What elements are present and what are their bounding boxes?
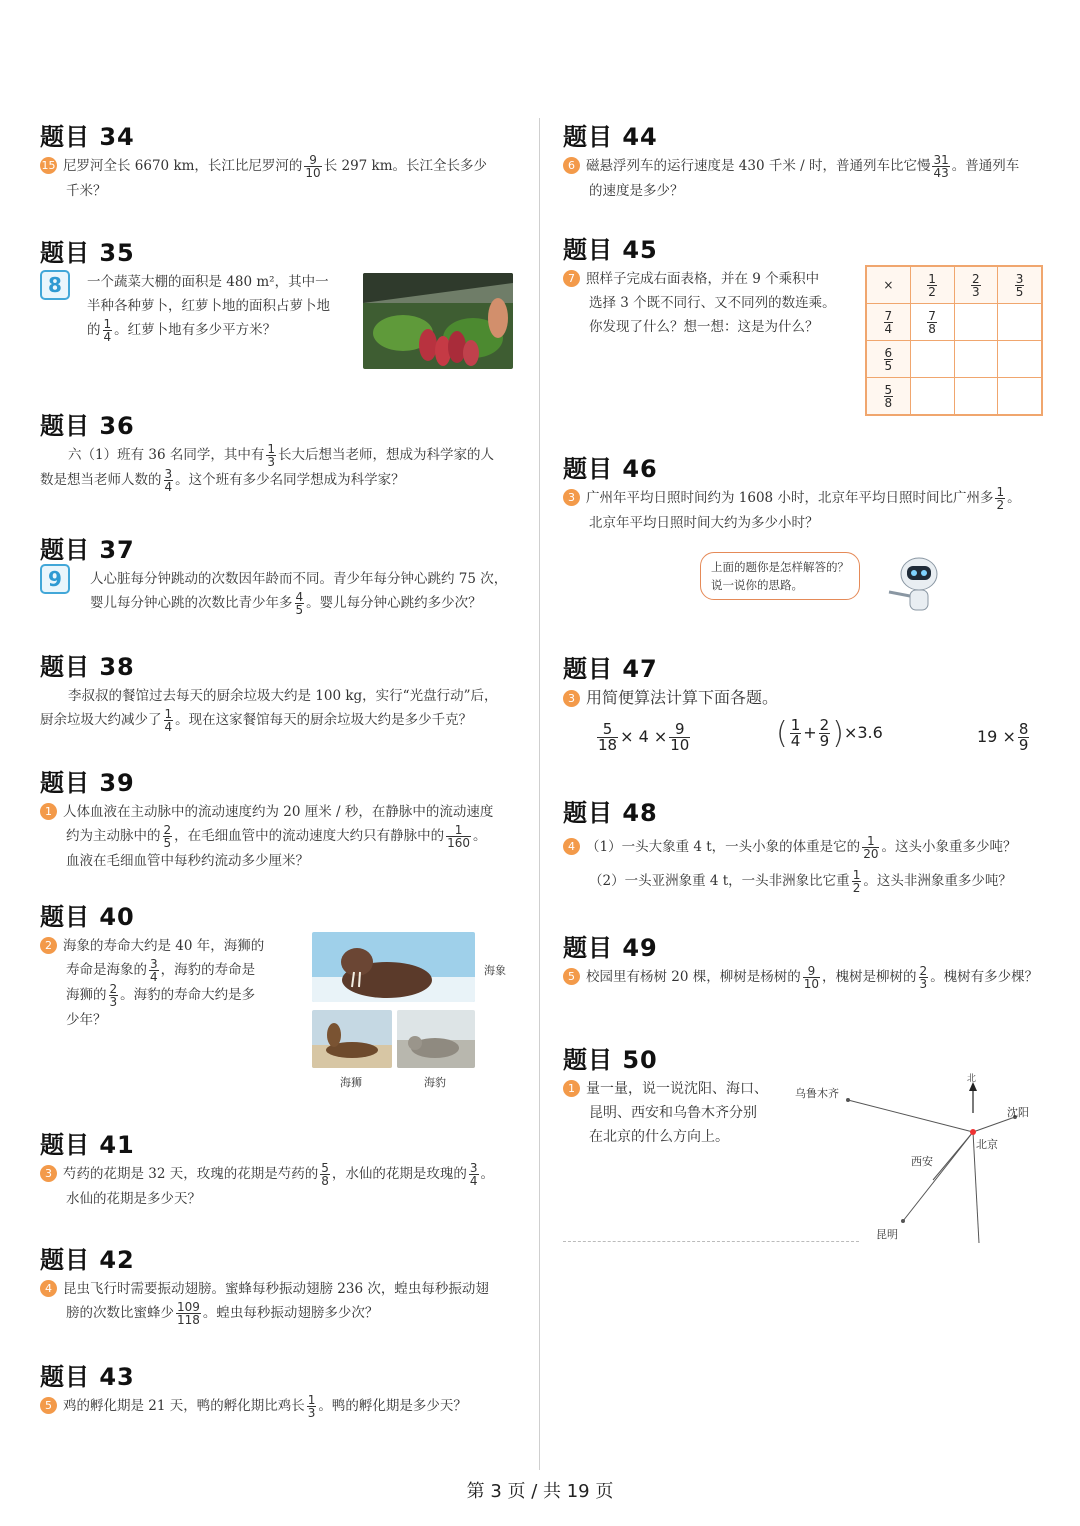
- denominator: 3: [307, 1406, 316, 1420]
- text-segment: 半种各种萝卜，红萝卜地的面积占萝卜地: [87, 298, 330, 314]
- text-segment: 。这头小象重多少吨？: [881, 839, 1017, 855]
- numerator: 3: [469, 1161, 478, 1175]
- problem-title: 题目 34: [40, 123, 135, 151]
- text-segment: 昆明、西安和乌鲁木齐分别: [589, 1105, 757, 1121]
- problem-title: 题目 49: [563, 934, 658, 962]
- beijing-label: 北京: [976, 1138, 998, 1151]
- text-segment: 在北京的什么方向上。: [589, 1129, 729, 1145]
- denominator: 5: [163, 836, 172, 850]
- expression-1: [595, 722, 692, 753]
- item-number-badge: 3: [563, 489, 580, 506]
- problem-49: [563, 933, 1043, 990]
- north-label: 北: [967, 1074, 977, 1084]
- denominator: 5: [884, 358, 893, 373]
- text-segment: ，在毛细血管中的流动速度大约只有静脉中的: [174, 828, 445, 844]
- denominator: 2: [928, 284, 936, 299]
- grid-cell[interactable]: [998, 304, 1042, 341]
- fraction: [932, 154, 949, 179]
- problem-40: [40, 902, 520, 1089]
- item-number-badge: 3: [563, 690, 580, 707]
- bubble-line: 上面的题你是怎样解答的？: [711, 560, 849, 574]
- numerator: 8: [1018, 720, 1029, 738]
- fraction: [149, 958, 159, 983]
- denominator: 4: [164, 480, 173, 494]
- xian-label: 西安: [911, 1155, 933, 1168]
- fraction: [469, 1162, 479, 1187]
- denominator: 3: [972, 284, 980, 299]
- problem-44: [563, 122, 1043, 203]
- denominator: 8: [928, 321, 936, 336]
- problem-title: 题目 37: [40, 536, 135, 564]
- text-segment: 数是想当老师人数的: [40, 472, 162, 488]
- beijing-marker: [970, 1129, 976, 1135]
- denominator: 2: [852, 881, 861, 895]
- problem-39: [40, 768, 520, 873]
- text-segment: 鸡的孵化期是 21 天，鸭的孵化期比鸡长: [63, 1398, 305, 1414]
- fraction: [109, 983, 119, 1008]
- denominator: 5: [1015, 284, 1024, 299]
- problem-text: [40, 684, 520, 733]
- problem-text: [40, 800, 520, 873]
- text-segment: 。: [1007, 490, 1021, 506]
- text-segment: 少年？: [66, 1012, 107, 1028]
- text-segment: 人心脏每分钟跳动的次数因年龄而不同。青少年每分钟心跳约 75 次，: [90, 571, 508, 587]
- line-kunming: [903, 1132, 973, 1221]
- problem-title: 题目 43: [40, 1363, 135, 1391]
- problem-43: [40, 1362, 520, 1419]
- text-segment: （1）一头大象重 4 t，一头小象的体重是它的: [586, 839, 861, 855]
- sea-lion-photo: [312, 1010, 392, 1068]
- text-segment: 芍药的花期是 32 天，玫瑰的花期是芍药的: [63, 1166, 319, 1182]
- problem-42: [40, 1245, 520, 1326]
- sea-lion-caption: 海狮: [340, 1076, 362, 1089]
- numerator: 31: [933, 153, 949, 167]
- denominator: 9: [1018, 736, 1029, 754]
- text-segment: 磁悬浮列车的运行速度是 430 千米 / 时，普通列车比它慢: [586, 158, 931, 174]
- seal-photo: [397, 1010, 475, 1068]
- problem-36: [40, 411, 520, 493]
- robot-icon: [883, 550, 943, 614]
- fraction: [669, 722, 690, 753]
- problem-title: 题目 39: [40, 769, 135, 797]
- problem-47: [563, 654, 1043, 754]
- grid-cell[interactable]: [910, 341, 954, 378]
- denominator: 160: [447, 836, 471, 850]
- item-number-badge: 1: [40, 803, 57, 820]
- grid-header-cell: [998, 266, 1042, 304]
- problem-title: 题目 40: [40, 903, 135, 931]
- fraction: [852, 869, 862, 894]
- denominator: 10: [305, 166, 321, 180]
- text-segment: 广州年平均日照时间约为 1608 小时，北京年平均日照时间比广州多: [586, 490, 994, 506]
- problem-text: [563, 267, 843, 339]
- numerator: 3: [150, 957, 158, 971]
- text-segment: 北京年平均日照时间大约为多少小时？: [589, 515, 819, 531]
- grid-header-cell: [910, 266, 954, 304]
- grid-cell-sample[interactable]: [910, 304, 954, 341]
- numerator: 9: [304, 154, 321, 167]
- numerator: 7: [928, 308, 936, 323]
- problem-text: [40, 270, 347, 343]
- line-urumqi: [848, 1100, 973, 1132]
- fraction: [295, 591, 305, 616]
- walrus-caption: 海象: [484, 964, 506, 977]
- problem-41: [40, 1130, 520, 1211]
- problem-38: [40, 652, 520, 733]
- numerator: 1: [164, 707, 173, 721]
- denominator: 8: [884, 395, 893, 410]
- problem-46: [563, 454, 1043, 592]
- problem-45: [563, 235, 1043, 410]
- text-segment: 血液在毛细血管中每秒约流动多少厘米？: [66, 853, 309, 869]
- denominator: 3: [267, 455, 275, 469]
- kunming-marker: [901, 1219, 905, 1223]
- numerator: 6: [884, 345, 893, 360]
- denominator: 8: [321, 1174, 329, 1188]
- numerator: 2: [163, 823, 172, 837]
- grid-header-cell: [954, 266, 998, 304]
- text-segment: 昆虫飞行时需要振动翅膀。蜜蜂每秒振动翅膀 236 次，蝗虫每秒振动翅: [63, 1281, 489, 1297]
- item-number-badge: 7: [563, 270, 580, 287]
- grid-cell[interactable]: [954, 304, 998, 341]
- problem-50: [563, 1045, 1043, 1241]
- fraction: [862, 835, 879, 860]
- seal-caption: 海豹: [424, 1076, 446, 1089]
- numerator: 9: [803, 965, 820, 978]
- problem-48: [563, 798, 1043, 898]
- denominator: 3: [919, 977, 928, 991]
- fraction: [164, 468, 174, 493]
- numerator: 9: [669, 722, 690, 738]
- text-segment: 。鸭的孵化期是多少天？: [318, 1398, 467, 1414]
- text-segment: 海狮的: [66, 987, 107, 1003]
- grid-cell[interactable]: [998, 378, 1042, 416]
- item-number-badge: 3: [40, 1165, 57, 1182]
- problem-34: [40, 122, 520, 203]
- fraction: [320, 1162, 330, 1187]
- numerator: 1: [446, 824, 471, 837]
- numerator: 4: [295, 590, 304, 604]
- fraction: [266, 443, 276, 468]
- item-number-badge: 5: [40, 1397, 57, 1414]
- operator: × 4 ×: [620, 727, 668, 746]
- text-segment: 膀的次数比蜜蜂少: [66, 1305, 174, 1321]
- grid-cell[interactable]: [954, 378, 998, 416]
- text-segment: 婴儿每分钟心跳的次数比青少年多: [90, 595, 293, 611]
- grid-cell[interactable]: [910, 378, 954, 416]
- grid-corner: ×: [866, 266, 910, 304]
- fraction: [446, 824, 471, 849]
- denominator: 4: [164, 720, 173, 734]
- fraction: [103, 318, 113, 343]
- item-number-badge: 2: [40, 937, 57, 954]
- denominator: 2: [996, 498, 1005, 512]
- text-segment: 。婴儿每分钟心跳约多少次？: [306, 595, 482, 611]
- numerator: 1: [790, 716, 801, 734]
- text-segment: 李叔叔的餐馆过去每天的厨余垃圾大约是 100 kg，实行“光盘行动”后，: [68, 688, 498, 704]
- text-segment: 。蝗虫每秒振动翅膀多少次？: [202, 1305, 379, 1321]
- fraction: [803, 965, 820, 990]
- problem-text: [40, 443, 520, 493]
- walrus-photo: [312, 932, 475, 1002]
- grid-row-header: [866, 304, 910, 341]
- text-segment: 你发现了什么？想一想：这是为什么？: [589, 319, 819, 335]
- problem-title: 题目 38: [40, 653, 135, 681]
- denominator: 3: [109, 995, 118, 1009]
- text-segment: 用简便算法计算下面各题。: [586, 688, 779, 707]
- text-segment: 尼罗河全长 6670 km，长江比尼罗河的: [63, 158, 303, 174]
- numerator: 5: [884, 382, 893, 397]
- operator: +: [803, 723, 817, 742]
- text-segment: 六（1）班有 36 名同学，其中有: [68, 447, 265, 463]
- numerator: 1: [307, 1393, 316, 1407]
- numerator: 5: [321, 1161, 329, 1175]
- problem-35: [40, 238, 520, 343]
- problem-text: [563, 486, 1043, 535]
- fraction: [597, 722, 618, 753]
- problem-title: 题目 36: [40, 412, 135, 440]
- numerator: 7: [884, 308, 893, 323]
- text-segment: 。海豹的寿命大约是多: [120, 987, 256, 1003]
- numerator: 1: [928, 271, 936, 286]
- page-footer: 第 3 页 / 共 19 页: [466, 1481, 614, 1502]
- text-segment: 人体血液在主动脉中的流动速度约为 20 厘米 / 秒，在静脉中的流动速度: [63, 804, 494, 820]
- fraction: [163, 824, 173, 849]
- text-segment: 千米？: [66, 183, 107, 199]
- numerator: 1: [862, 835, 879, 848]
- text-segment: 的: [87, 322, 101, 338]
- problem-text: [40, 1394, 520, 1419]
- denominator: 118: [177, 1313, 200, 1327]
- denominator: 4: [469, 1174, 478, 1188]
- text-segment: 水仙的花期是多少天？: [66, 1191, 201, 1207]
- denominator: 4: [884, 321, 893, 336]
- text-segment: 长 297 km。长江全长多少: [323, 158, 488, 174]
- fraction: [919, 965, 929, 990]
- urumqi-label: 乌鲁木齐: [795, 1087, 839, 1100]
- denominator: 18: [598, 736, 618, 754]
- text-segment: ，槐树是柳树的: [822, 969, 917, 985]
- denominator: 4: [150, 970, 158, 984]
- numerator: 3: [1015, 271, 1024, 286]
- grid-cell[interactable]: [998, 341, 1042, 378]
- urumqi-marker: [846, 1098, 850, 1102]
- text-segment: （2）一头亚洲象重 4 t，一头非洲象比它重: [589, 873, 850, 889]
- answer-line[interactable]: [563, 1241, 859, 1242]
- shenyang-label: 沈阳: [1007, 1106, 1029, 1119]
- denominator: 20: [863, 847, 879, 861]
- fraction: [1018, 722, 1030, 753]
- text-segment: 海象的寿命大约是 40 年，海狮的: [63, 938, 265, 954]
- grid-row-header: [866, 341, 910, 378]
- left-paren: (: [776, 716, 788, 751]
- item-number-badge: 5: [563, 968, 580, 985]
- numerator: 2: [972, 271, 980, 286]
- fraction: [790, 718, 802, 749]
- text-segment: ，海豹的寿命是: [160, 962, 256, 978]
- denominator: 10: [670, 736, 690, 754]
- problem-title: 题目 44: [563, 123, 658, 151]
- text-segment: 一个蔬菜大棚的面积是 480 m²，其中一: [87, 274, 329, 290]
- text-segment: 。这个班有多少名同学想成为科学家？: [175, 472, 405, 488]
- numerator: 3: [164, 467, 173, 481]
- item-number-badge: 4: [40, 1280, 57, 1297]
- text-segment: 。红萝卜地有多少平方米？: [114, 322, 277, 338]
- fraction: [995, 486, 1005, 511]
- text-segment: 寿命是海象的: [66, 962, 147, 978]
- problem-title: 题目 50: [563, 1046, 658, 1074]
- problem-title: 题目 45: [563, 236, 658, 264]
- denominator: 4: [103, 330, 112, 344]
- right-paren: ): [832, 716, 844, 751]
- fraction: [307, 1394, 317, 1419]
- text-segment: 约为主动脉中的: [66, 828, 161, 844]
- text-segment: 。这头非洲象重多少吨？: [863, 873, 1012, 889]
- numerator: 1: [852, 868, 861, 882]
- problem-text: [40, 567, 520, 616]
- text-segment: 。现在这家餐馆每天的厨余垃圾大约是多少千克？: [175, 712, 473, 728]
- item-number-badge: 6: [563, 157, 580, 174]
- numerator: 2: [819, 716, 830, 734]
- unit-number-badge: 9: [40, 564, 70, 594]
- multiplication-grid: [865, 265, 1043, 416]
- text-segment: 量一量，说一说沈阳、海口、: [586, 1081, 768, 1097]
- item-number-badge: 1: [563, 1080, 580, 1097]
- text-segment: 校园里有杨树 20 棵，柳树是杨树的: [586, 969, 801, 985]
- text-segment: 的速度是多少？: [589, 183, 684, 199]
- problem-text: [563, 686, 1043, 710]
- text-segment: 。: [473, 828, 487, 844]
- text-segment: 。槐树有多少棵？: [930, 969, 1039, 985]
- problem-title: 题目 35: [40, 239, 135, 267]
- problem-title: 题目 42: [40, 1246, 135, 1274]
- text-segment: 照样子完成右面表格，并在 9 个乘积中: [586, 271, 820, 287]
- bubble-line: 说一说你的思路。: [711, 578, 803, 592]
- problem-title: 题目 46: [563, 455, 658, 483]
- problem-title: 题目 48: [563, 799, 658, 827]
- item-number-badge: 4: [563, 838, 580, 855]
- fraction: [819, 718, 831, 749]
- problem-text: [40, 934, 290, 1032]
- text-segment: 选择 3 个既不同行、又不同列的数连乘。: [589, 295, 836, 311]
- problem-text: [40, 1162, 520, 1211]
- column-divider: [539, 118, 540, 1470]
- problem-text: [563, 154, 1043, 203]
- text-segment: 。: [480, 1166, 495, 1182]
- text-segment: ，水仙的花期是玫瑰的: [331, 1166, 467, 1182]
- fraction: [176, 1301, 201, 1326]
- text-segment: 。普通列车: [951, 158, 1020, 174]
- expression-2: [776, 716, 883, 751]
- text-segment: 长大后想当老师，想成为科学家的人: [278, 447, 494, 463]
- radish-photo: [363, 273, 513, 369]
- item-number-badge: 15: [41, 159, 56, 172]
- numerator: 1: [267, 442, 275, 456]
- denominator: 43: [933, 166, 949, 180]
- operator: ×3.6: [843, 723, 883, 742]
- problem-text: [40, 154, 520, 203]
- denominator: 4: [790, 732, 801, 750]
- numerator: 109: [177, 1300, 200, 1314]
- problem-text: [563, 965, 1043, 990]
- problem-title: 题目 47: [563, 655, 658, 683]
- kunming-label: 昆明: [876, 1228, 898, 1241]
- problem-37: [40, 535, 520, 616]
- numerator: 1: [996, 485, 1005, 499]
- numerator: 1: [103, 317, 112, 331]
- numerator: 2: [109, 982, 118, 996]
- grid-cell[interactable]: [954, 341, 998, 378]
- numerator: 2: [919, 964, 928, 978]
- direction-map: [833, 1065, 1038, 1250]
- grid-row-header: [866, 378, 910, 416]
- problem-text: [40, 1277, 520, 1326]
- operator: 19 ×: [977, 727, 1016, 746]
- expression-3: [977, 722, 1031, 753]
- speech-bubble: [700, 552, 860, 600]
- numerator: 5: [597, 722, 618, 738]
- fraction: [164, 708, 174, 733]
- problem-text: [563, 830, 1043, 898]
- unit-number-badge: 8: [40, 270, 70, 300]
- denominator: 5: [295, 603, 304, 617]
- denominator: 10: [803, 977, 820, 991]
- problem-title: 题目 41: [40, 1131, 135, 1159]
- fraction: [304, 154, 321, 179]
- text-segment: 厨余垃圾大约减少了: [40, 712, 162, 728]
- denominator: 9: [819, 732, 830, 750]
